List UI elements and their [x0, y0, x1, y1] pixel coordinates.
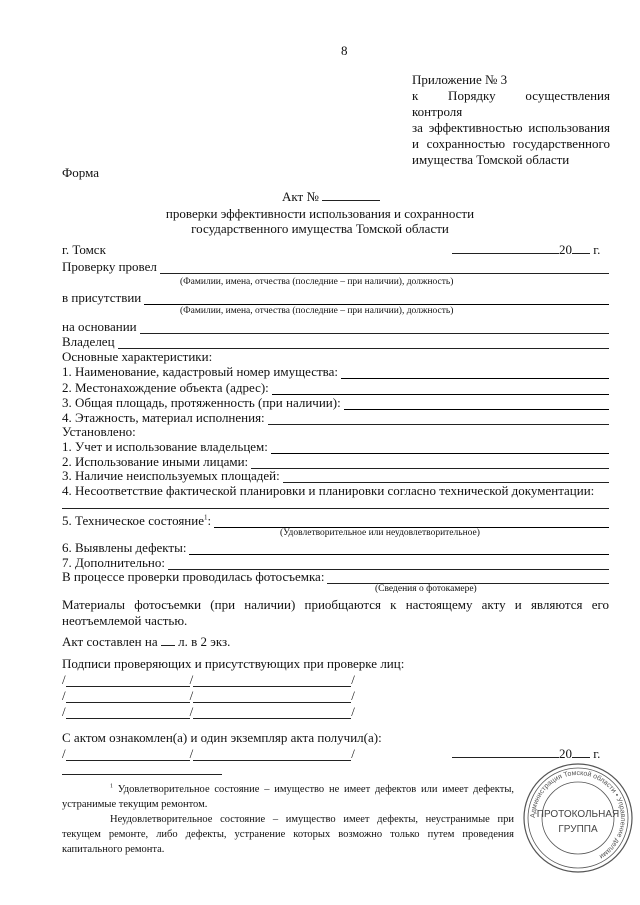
title-line-2: государственного имущества Томской области — [191, 221, 449, 236]
page-number: 8 — [341, 43, 348, 58]
sheets-line — [62, 634, 230, 649]
act-number-field[interactable] — [322, 189, 380, 201]
sheets-prefix: Акт составлен на — [62, 634, 158, 649]
footnote-divider — [62, 774, 222, 775]
field-caption: (Удовлетворительное или неудовлетворительное) — [280, 528, 480, 538]
field-label: В процессе проверки проводилась фотосъемка: — [62, 569, 325, 584]
field-label: 1. Учет и использование владельцем: — [62, 439, 268, 454]
est4-field[interactable] — [62, 498, 609, 509]
year-prefix: 20 — [559, 242, 572, 257]
footnotes — [62, 782, 514, 857]
field-label: на основании — [62, 319, 137, 334]
char4-field[interactable] — [62, 410, 609, 425]
field-label: Владелец — [62, 334, 115, 349]
in-presence-field[interactable] — [62, 290, 609, 305]
appendix-line: имущества Томской области — [412, 152, 570, 167]
est7-field[interactable] — [62, 555, 609, 570]
svg-text:ГРУППА: ГРУППА — [558, 824, 598, 835]
appendix-line: и сохранностью государственного — [412, 136, 610, 151]
photo-materials-text: Материалы фотосъемки (при наличии) приобщаются к настоящему акту и являются его неотъемлемой частью. — [62, 597, 609, 628]
appendix-line: к Порядку осуществления контроля — [412, 88, 610, 119]
sheets-count-field[interactable] — [161, 634, 175, 646]
field-caption: (Сведения о фотокамере) — [375, 584, 477, 594]
signature-row[interactable]: / / / — [62, 704, 355, 719]
year-suffix: г. — [593, 746, 601, 761]
svg-text:Администрация Томской области: Администрация Томской области • Управление делами — [529, 769, 627, 860]
inspected-by-field[interactable] — [62, 259, 609, 274]
appendix-line: за эффективностью использования — [412, 120, 610, 135]
field-label: 6. Выявлены дефекты: — [62, 540, 187, 555]
city: г. Томск — [62, 242, 106, 257]
est5-field[interactable] — [62, 513, 609, 528]
char3-field[interactable] — [62, 395, 609, 410]
est3-field[interactable] — [62, 468, 609, 483]
acknowledged-label: С актом ознакомлен(а) и один экземпляр акта получил(а): — [62, 730, 382, 745]
appendix-line: Приложение № 3 — [412, 72, 508, 87]
field-label: 7. Дополнительно: — [62, 555, 165, 570]
section-heading: Установлено: — [62, 424, 136, 439]
date-field[interactable] — [452, 242, 600, 257]
char2-field[interactable] — [62, 380, 609, 395]
field-label: 2. Использование иными лицами: — [62, 454, 249, 469]
footnote-p2: Неудовлетворительное состояние – имущество имеет дефекты, неустранимые при текущем ремонте, либо дефекты, устранение которых возможно только путем проведения капитального ремонта. — [62, 814, 514, 855]
field-label: 2. Местонахождение объекта (адрес): — [62, 380, 269, 395]
footnote-p1: $^1$ Удовлетворительное состояние – имущество не имеет дефектов или имеет дефекты, устранимые текущим ремонтом. — [62, 783, 515, 810]
field-caption: (Фамилии, имена, отчества (последние – при наличии), должность) — [180, 306, 454, 316]
est1-field[interactable] — [62, 439, 609, 454]
signature-row[interactable]: / / / — [62, 688, 355, 703]
est2-field[interactable] — [62, 454, 609, 469]
est4-label: 4. Несоответствие фактической планировки и планировки согласно технической документации: — [62, 483, 595, 498]
field-label: Проверку провел — [62, 259, 157, 274]
year-prefix: 20 — [559, 746, 572, 761]
field-label: 5. Техническое состояние$^1$: — [62, 513, 212, 528]
field-label: 1. Наименование, кадастровый номер имущества: — [62, 364, 338, 379]
owner-field[interactable] — [62, 334, 609, 349]
signatures-label: Подписи проверяющих и присутствующих при проверке лиц: — [62, 656, 405, 671]
year-suffix: г. — [593, 242, 601, 257]
act-number-label: Акт № — [282, 189, 319, 204]
field-label: 3. Наличие неиспользуемых площадей: — [62, 468, 280, 483]
photo-field[interactable] — [62, 569, 609, 584]
char1-field[interactable] — [62, 364, 609, 379]
field-caption: (Фамилии, имена, отчества (последние – при наличии), должность) — [180, 277, 454, 287]
acknowledged-date-field[interactable] — [452, 746, 600, 761]
act-number — [282, 189, 380, 204]
acknowledged-signature-row[interactable]: / / / — [62, 746, 355, 761]
basis-field[interactable] — [62, 319, 609, 334]
field-label: 3. Общая площадь, протяженность (при наличии): — [62, 395, 341, 410]
stamp-seal — [522, 762, 634, 874]
field-label: 4. Этажность, материал исполнения: — [62, 410, 265, 425]
field-label: в присутствии — [62, 290, 142, 305]
title-line-1: проверки эффективности использования и сохранности — [165, 206, 475, 221]
sheets-suffix: л. в 2 экз. — [178, 634, 231, 649]
form-label: Форма — [62, 165, 99, 180]
appendix-header — [412, 72, 610, 168]
svg-text:ПРОТОКОЛЬНАЯ: ПРОТОКОЛЬНАЯ — [536, 809, 620, 820]
signature-row[interactable]: / / / — [62, 672, 355, 687]
section-heading: Основные характеристики: — [62, 349, 213, 364]
est6-field[interactable] — [62, 540, 609, 555]
